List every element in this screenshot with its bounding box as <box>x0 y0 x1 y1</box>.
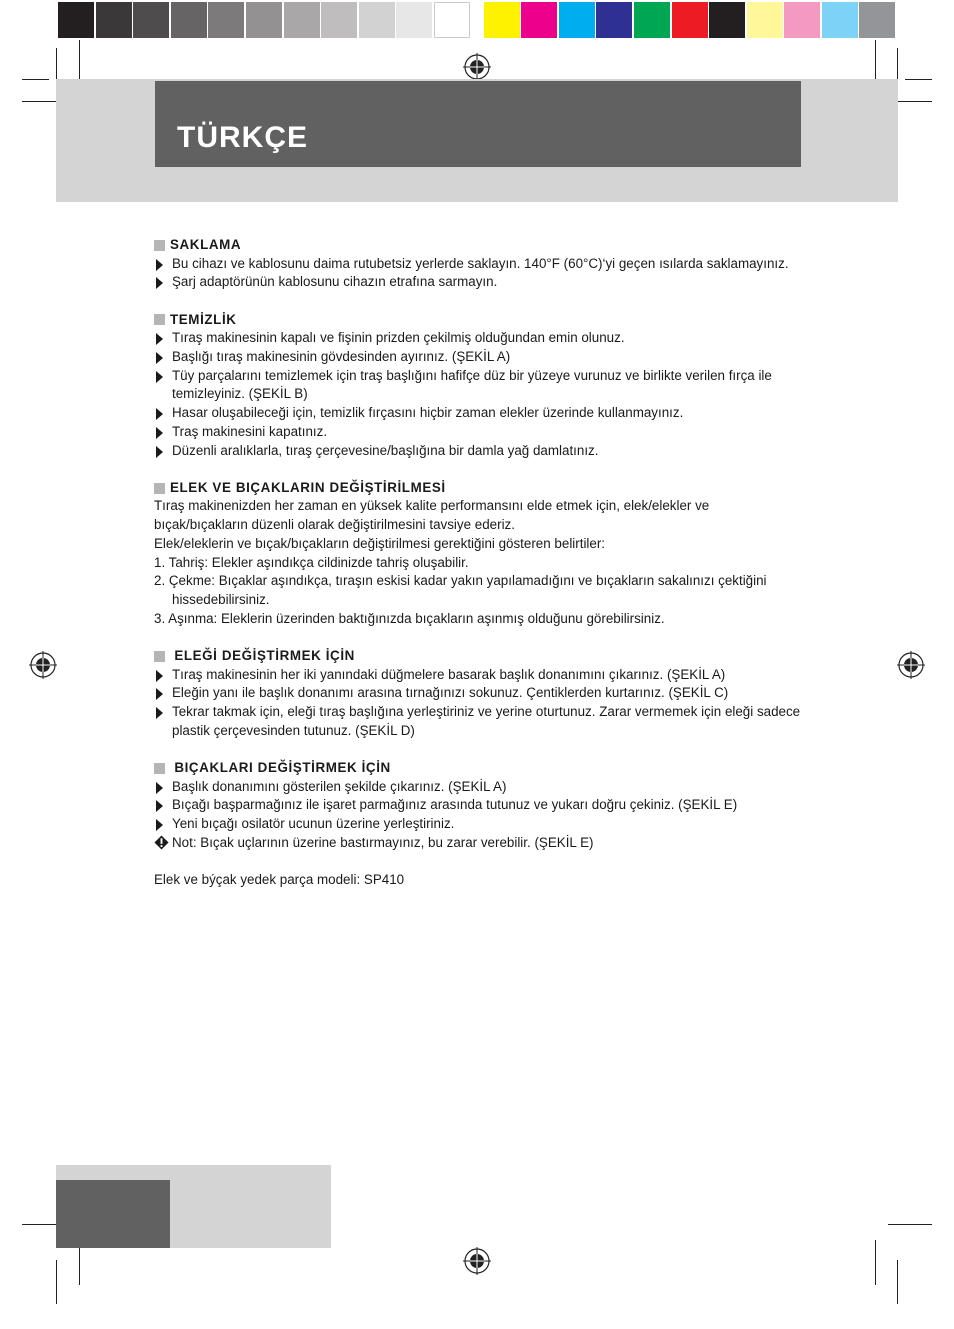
bullet-arrow-icon <box>156 819 163 831</box>
color-swatch <box>709 2 745 38</box>
list-item: Traş makinesini kapatınız. <box>154 423 804 442</box>
page-title: TÜRKÇE <box>177 121 308 154</box>
color-swatch <box>784 2 820 38</box>
section-heading: SAKLAMA <box>170 237 242 252</box>
color-swatch <box>596 2 632 38</box>
registration-mark-top <box>462 52 492 82</box>
gray-swatch <box>171 2 207 38</box>
list-item: Tekrar takmak için, eleği tıraş başlığına yerleştiriniz ve yerine oturtunuz. Zarar vermemek için eleği sadece plastik çerçevesinden tutunuz. (ŞEKİL D) <box>154 703 804 740</box>
spare-part-model: Elek ve býçak yedek parça modeli: SP410 <box>154 871 405 887</box>
section-elegi-degistirmek <box>154 647 804 741</box>
section-square-icon <box>154 240 165 251</box>
color-swatch <box>672 2 708 38</box>
gray-swatch <box>321 2 357 38</box>
gray-swatch <box>246 2 282 38</box>
section-square-icon <box>154 763 165 774</box>
color-calibration-bar <box>58 2 897 38</box>
color-swatch <box>559 2 595 38</box>
gray-swatch <box>208 2 244 38</box>
numbered-item: 1. Tahriş: Elekler aşındıkça cildinizde tahriş oluşabilir. <box>154 554 469 570</box>
bullet-arrow-icon <box>156 408 163 420</box>
list-item: Düzenli aralıklarla, tıraş çerçevesine/başlığına bir damla yağ damlatınız. <box>154 442 804 461</box>
color-swatch <box>634 2 670 38</box>
paragraph: Tıraş makinenizden her zaman en yüksek kalite performansını elde etmek için, elek/elekler ve bıçak/bıçakların düzenli olarak değiştirilmesini tavsiye ederiz. <box>154 498 710 533</box>
bullet-arrow-icon <box>156 333 163 345</box>
gray-swatch <box>133 2 169 38</box>
list-item: Tıraş makinesinin her iki yanındaki düğmelere basarak başlık donanımını çıkarınız. (ŞEKİL A) <box>154 666 804 685</box>
list-item: Tüy parçalarını temizlemek için traş başlığını hafifçe düz bir yüzeye vurunuz ve birlikte verilen fırça ile temizleyiniz. (ŞEKİL B) <box>154 367 804 404</box>
manual-content <box>154 236 804 890</box>
numbered-item: 2. Çekme: Bıçaklar aşındıkça, tıraşın eskisi kadar yakın yapılamadığını ve bıçakların sakalınızı çektiğini hissedebilirsiniz. <box>154 573 767 607</box>
gray-swatch <box>96 2 132 38</box>
section-heading: ELEK VE BIÇAKLARIN DEĞİŞTİRİLMESİ <box>170 479 446 495</box>
bullet-arrow-icon <box>156 670 163 682</box>
list-item: Başlık donanımını gösterilen şekilde çıkarınız. (ŞEKİL A) <box>154 778 804 797</box>
section-elek <box>154 479 804 629</box>
gray-swatch <box>58 2 94 38</box>
section-heading: TEMİZLİK <box>170 311 237 327</box>
warning-note: Not: Bıçak uçlarının üzerine bastırmayınız, bu zarar verebilir. (ŞEKİL E) <box>154 834 804 853</box>
paragraph: Elek/eleklerin ve bıçak/bıçakların değiştirilmesi gerektiğini gösteren belirtiler: <box>154 535 606 551</box>
swatch-gap <box>472 2 484 38</box>
section-heading: ELEĞİ DEĞİŞTİRMEK İÇİN <box>170 647 355 663</box>
gray-swatch <box>284 2 320 38</box>
list-item: Yeni bıçağı osilatör ucunun üzerine yerleştiriniz. <box>154 815 804 834</box>
section-square-icon <box>154 651 165 662</box>
section-temizlik <box>154 311 804 461</box>
registration-mark-left <box>28 650 58 680</box>
bullet-arrow-icon <box>156 352 163 364</box>
gray-swatch <box>359 2 395 38</box>
numbered-item: 3. Aşınma: Eleklerin üzerinden baktığınızda bıçakların aşınmış olduğunu görebilirsiniz. <box>154 610 665 626</box>
list-item: Eleğin yanı ile başlık donanımı arasına tırnağınızı sokunuz. Çentiklerden kurtarınız. (ŞEKİL C) <box>154 684 804 703</box>
section-heading: BIÇAKLARI DEĞİŞTİRMEK İÇİN <box>170 759 391 775</box>
title-box <box>155 81 801 167</box>
list-item: Tıraş makinesinin kapalı ve fişinin prizden çekilmiş olduğundan emin olunuz. <box>154 329 804 348</box>
color-swatch <box>747 2 783 38</box>
bullet-arrow-icon <box>156 782 163 794</box>
bullet-arrow-icon <box>156 277 163 289</box>
list-item: Başlığı tıraş makinesinin gövdesinden ayırınız. (ŞEKİL A) <box>154 348 804 367</box>
color-swatch <box>859 2 895 38</box>
bullet-arrow-icon <box>156 800 163 812</box>
registration-mark-right <box>896 650 926 680</box>
section-bicaklari-degistirmek <box>154 759 804 853</box>
list-item: Hasar oluşabileceği için, temizlik fırçasını hiçbir zaman elekler üzerinde kullanmayınız. <box>154 404 804 423</box>
bullet-arrow-icon <box>156 446 163 458</box>
footer-page-box <box>56 1180 170 1248</box>
section-square-icon <box>154 483 165 494</box>
section-saklama <box>154 236 804 292</box>
bullet-arrow-icon <box>156 259 163 271</box>
list-item: Bıçağı başparmağınız ile işaret parmağınız arasında tutunuz ve yukarı doğru çekiniz. (ŞEKİL E) <box>154 796 804 815</box>
gray-swatch <box>396 2 432 38</box>
warning-diamond-icon <box>154 835 169 850</box>
list-item: Şarj adaptörünün kablosunu cihazın etrafına sarmayın. <box>154 273 804 292</box>
bullet-arrow-icon <box>156 707 163 719</box>
section-square-icon <box>154 314 165 325</box>
list-item: Bu cihazı ve kablosunu daima rutubetsiz yerlerde saklayın. 140°F (60°C)‘yi geçen ısılarda saklamayınız. <box>154 255 804 274</box>
color-swatch <box>484 2 520 38</box>
bullet-arrow-icon <box>156 688 163 700</box>
color-swatch <box>521 2 557 38</box>
bullet-arrow-icon <box>156 371 163 383</box>
bullet-arrow-icon <box>156 427 163 439</box>
registration-mark-bottom <box>462 1246 492 1276</box>
color-swatch <box>822 2 858 38</box>
gray-swatch <box>434 2 470 38</box>
